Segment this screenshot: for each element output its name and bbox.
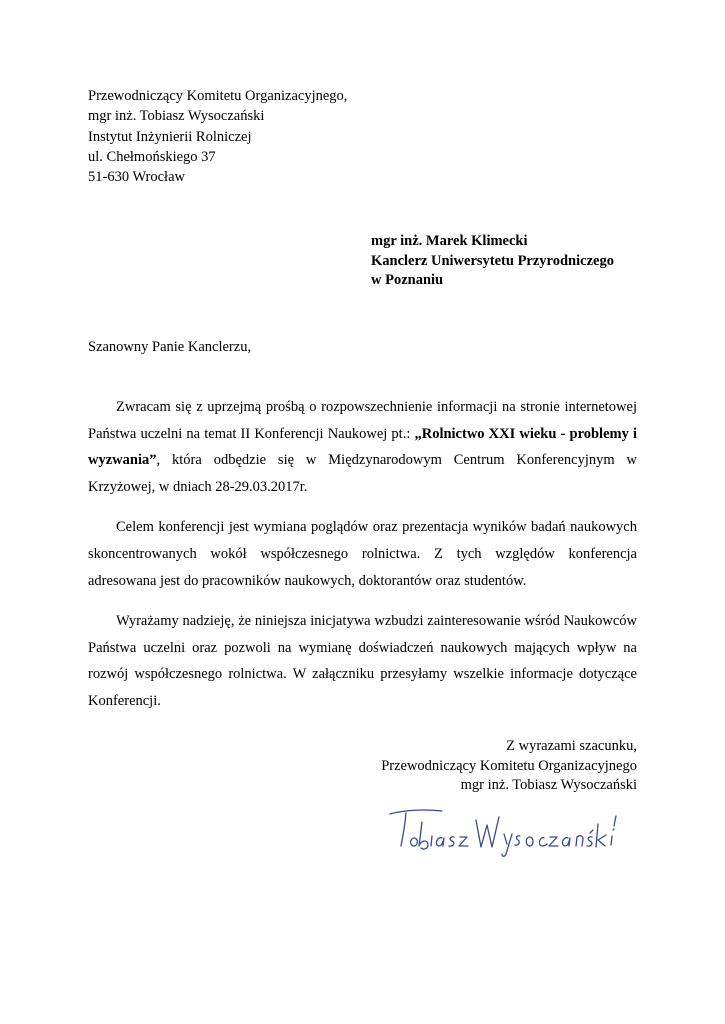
sender-line: Przewodniczący Komitetu Organizacyjnego,: [88, 88, 348, 104]
closing-line: Przewodniczący Komitetu Organizacyjnego: [381, 757, 637, 774]
recipient-line: Kanclerz Uniwersytetu Przyrodniczego: [371, 252, 614, 269]
closing-line: mgr inż. Tobiasz Wysoczański: [460, 777, 637, 793]
conference-title: „Rolnictwo XXI wieku - problemy i wyzwania”: [88, 425, 637, 469]
salutation: Szanowny Panie Kanclerzu,: [88, 339, 252, 355]
body-paragraph-2: Celem konferencji jest wymiana poglądów oraz prezentacja wyników badań naukowych skoncentrowanych wokół współczesnego rolnictwa. Z tych względów konferencja adresowana jest do pracowników naukowych, doktorantów oraz studentów.: [88, 519, 637, 589]
sender-line: mgr inż. Tobiasz Wysoczański: [88, 108, 265, 125]
recipient-line: w Poznaniu: [371, 272, 444, 288]
paragraph-text: Zwracam się z uprzejmą prośbą o rozpowszechnienie informacji na stronie internetowej Państwa uczelni na temat II Konferencji Naukowej pt.:: [88, 399, 637, 442]
handwritten-signature: [384, 800, 620, 860]
paragraph-text: , która odbędzie się w Międzynarodowym Centrum Konferencyjnym w Krzyżowej, w dniach 28-29.03.2017r.: [88, 452, 637, 495]
closing-line: Z wyrazami szacunku,: [506, 738, 637, 754]
recipient-address: [371, 232, 614, 291]
sender-address: [88, 86, 347, 187]
sender-line: 51-630 Wrocław: [88, 169, 185, 186]
letter-body: [88, 394, 637, 729]
signature-drawing: [384, 800, 620, 860]
sender-line: ul. Chełmońskiego 37: [88, 148, 216, 165]
body-paragraph-1: [88, 394, 637, 500]
closing-block: [381, 737, 637, 796]
body-paragraph-3: Wyrażamy nadzieję, że niniejsza inicjatywa wzbudzi zainteresowanie wśród Naukowców Państwa uczelni oraz pozwoli na wymianę doświadczeń naukowych mających wpływ na rozwój współczesnego rolnictwa. W załączniku przesyłamy wszelkie informacje dotyczące Konferencji.: [88, 613, 637, 709]
sender-line: Instytut Inżynierii Rolniczej: [88, 128, 252, 145]
recipient-line: mgr inż. Marek Klimecki: [371, 233, 528, 249]
